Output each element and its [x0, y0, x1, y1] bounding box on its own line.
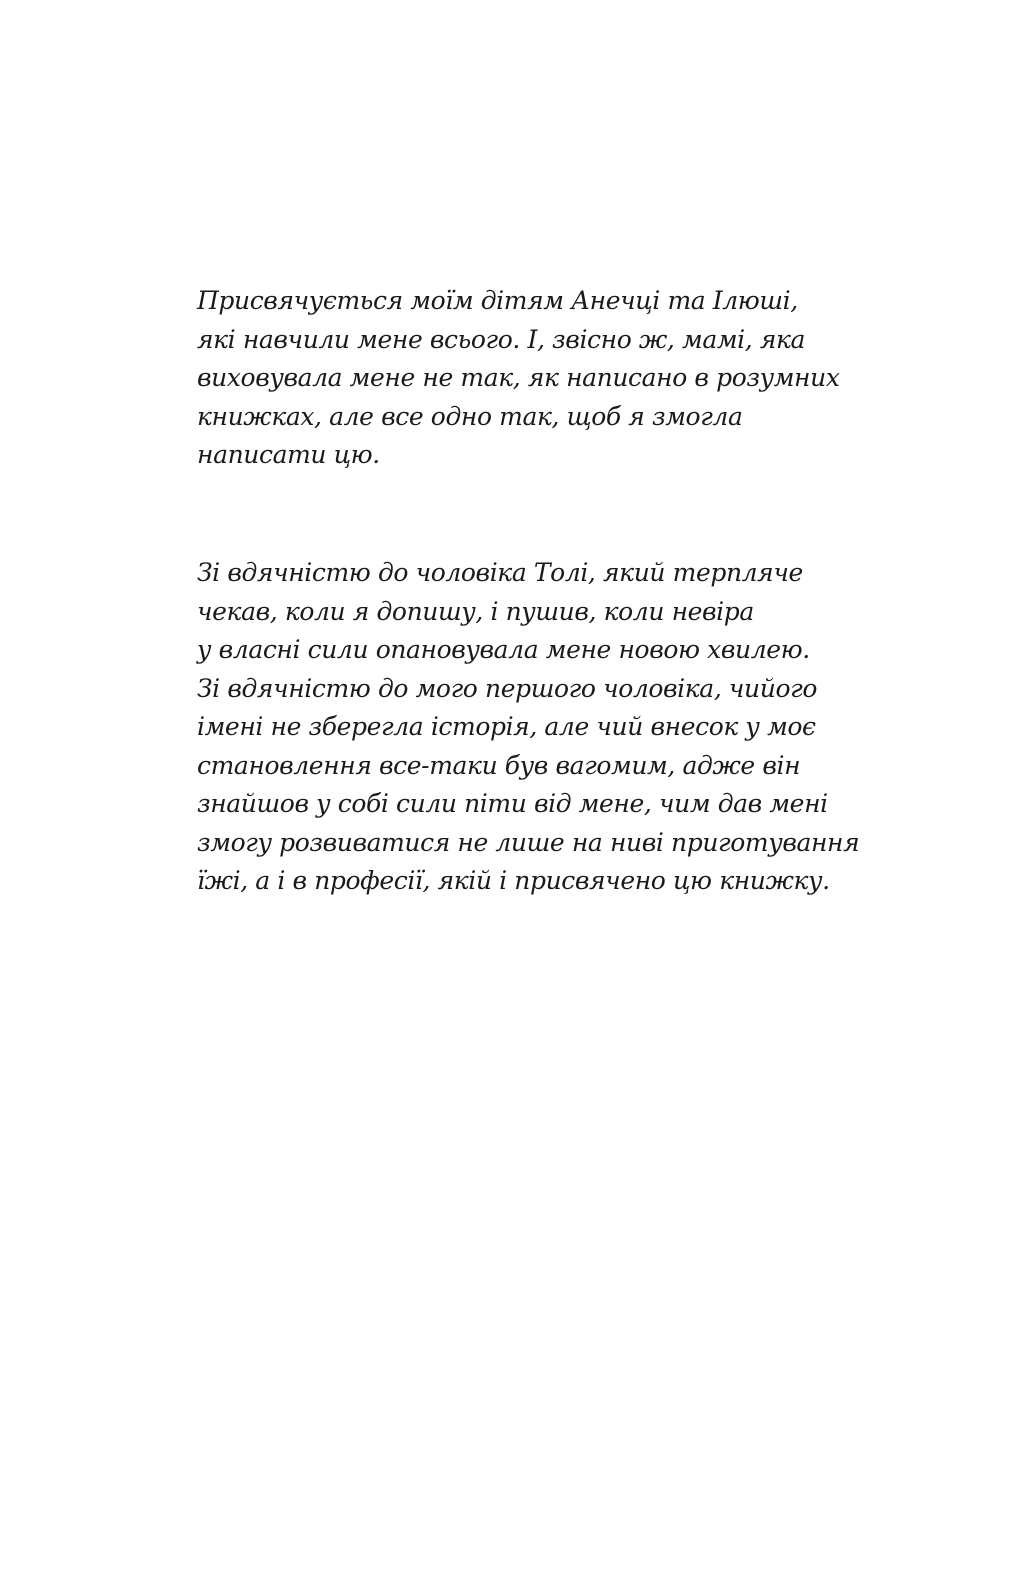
text-line: виховувала мене не так, як написано в розумних	[197, 363, 840, 392]
text-line: імені не зберегла історія, але чий внесок у моє	[197, 712, 816, 741]
text-line: які навчили мене всього. І, звісно ж, мамі, яка	[197, 324, 806, 354]
text-line: Зі вдячністю до чоловіка Толі, який терпляче	[197, 558, 803, 587]
text-line: написати цю.	[197, 440, 380, 469]
text-line: становлення все-таки був вагомим, адже він	[197, 750, 801, 780]
text-line: Присвячується моїм дітям Анечці та Ілюші,	[197, 286, 798, 315]
text-line: книжках, але все одно так, щоб я змогла	[197, 401, 743, 431]
text-line: знайшов у собі сили піти від мене, чим дав мені	[197, 789, 828, 818]
text-line: їжі, а і в професії, якій і присвячено цю книжку.	[197, 866, 830, 895]
text-line: у власні сили опановувала мене новою хвилею.	[197, 635, 810, 664]
dedication-paragraph-gratitude	[197, 554, 860, 901]
dedication-paragraph-children-mother	[197, 282, 840, 475]
text-line: Зі вдячністю до мого першого чоловіка, чийого	[197, 673, 818, 703]
text-line: чекав, коли я допишу, і пушив, коли невіра	[197, 596, 754, 626]
text-line: змогу розвиватися не лише на ниві приготування	[197, 827, 860, 857]
